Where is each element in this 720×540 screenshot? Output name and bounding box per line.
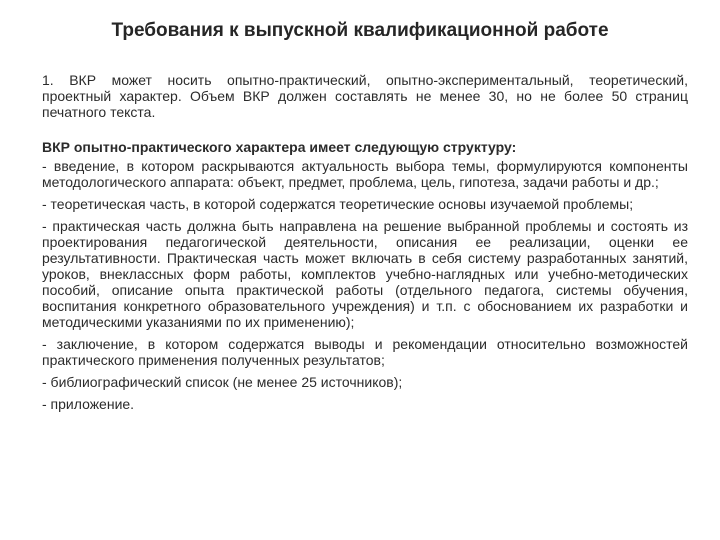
list-item-appendix: - приложение. [42,396,135,412]
structure-heading: ВКР опытно-практического характера имеет следующую структуру: [42,139,517,155]
list-item-conclusion: - заключение, в котором содержатся выводы и рекомендации относительно возможностей практического применения полученных результатов; [42,336,688,368]
list-item-bibliography: - библиографический список (не менее 25 источников); [42,374,403,390]
slide-title: Требования к выпускной квалификационной работе [111,20,609,41]
spacer [42,120,688,139]
list-item-theoretical-part: - теоретическая часть, в которой содержатся теоретические основы изучаемой проблемы; [42,196,634,212]
list-item-practical-part: - практическая часть должна быть направлена на решение выбранной проблемы и состоять из проектирования педагогической деятельности, описания ее реализации, оценки ее результативности. Практическая часть может включать в себя систему разработанных занятий, уроков, внеклассных форм работы, комплектов учебно-наглядных или учебно-методических пособий, описание опыта практической работы (отдельного педагога, системы обучения, воспитания конкретного образовательного учреждения) и т.п. с обоснованием их разработки и методическими указаниями по их применению); [42,218,688,330]
list-item-introduction: - введение, в котором раскрываются актуальность выбора темы, формулируются компоненты методологического аппарата: объект, предмет, проблема, цель, гипотеза, задачи работы и др.; [42,158,688,190]
structure-list [42,158,688,412]
volume-paragraph: 1. ВКР может носить опытно-практический, опытно-экспериментальный, теоретический, проектный характер. Объем ВКР должен составлять не менее 30, но не более 50 страниц печатного текста. [42,72,688,120]
slide-body [42,72,688,418]
